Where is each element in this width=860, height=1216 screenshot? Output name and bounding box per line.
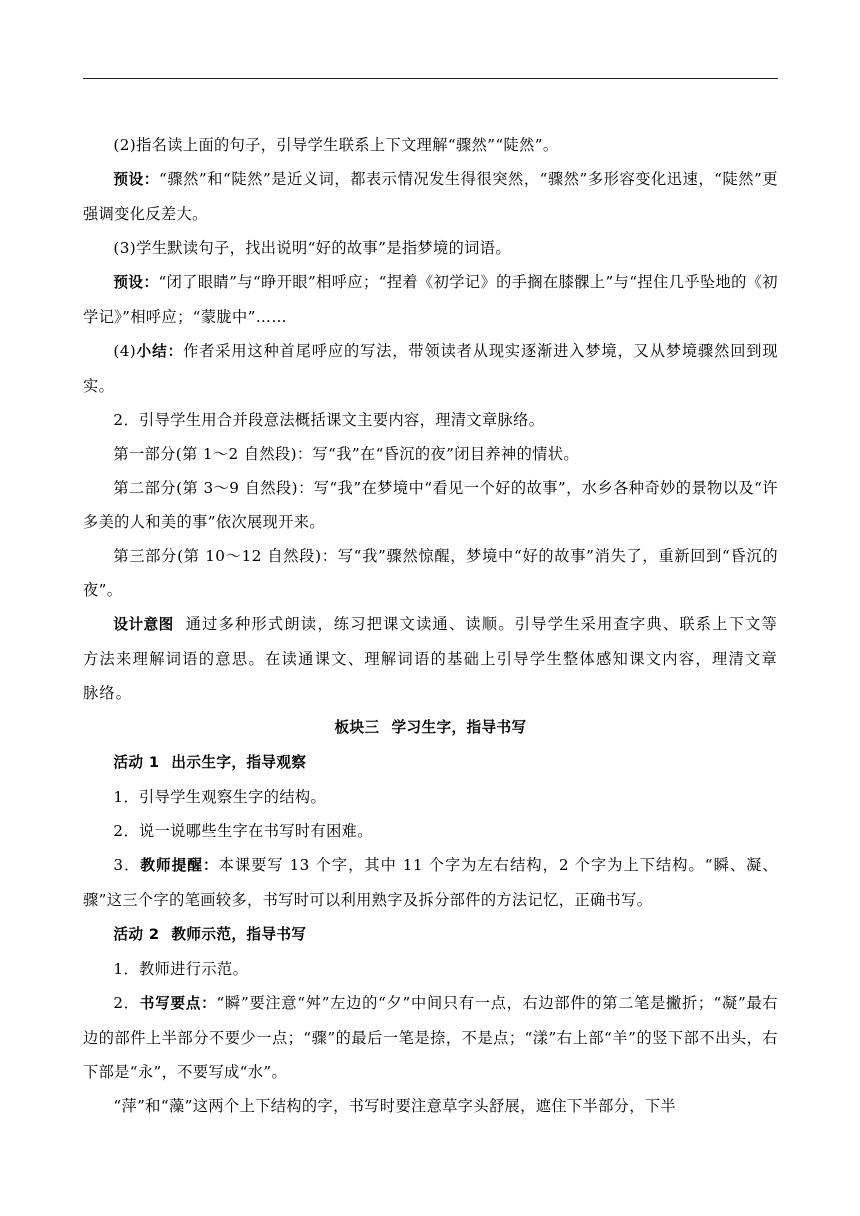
preset-label: 预设： [113,274,159,291]
paragraph-merge-method: 2．引导学生用合并段意法概括课文主要内容，理清文章脉络。 [113,411,545,429]
list-item: 1．教师进行示范。 [113,960,249,978]
paragraph-preset-1: 预设：“骤然”和“陡然”是近义词，都表示情况发生得很突然，“骤然”多形容变化迅速，“陡然”更强调变化反差大。 [83,170,778,223]
teacher-reminder: 3．教师提醒：本课要写 13 个字，其中 11 个字为左右结构，2 个字为上下结构。“瞬、凝、骤”这三个字的笔画较多，书写时可以利用熟字及拆分部件的方法记忆，正确书写。 [83,856,778,909]
reminder-label: 教师提醒： [140,857,219,874]
summary-label: 小结： [136,343,184,360]
paragraph-grass-radical: “萍”和“藻”这两个上下结构的字，书写时要注意草字头舒展，遮住下半部分，下半 [113,1097,677,1115]
list-item: 1．引导学生观察生字的结构。 [113,788,327,806]
activity-2-heading: 活动 2 教师示范，指导书写 [113,926,307,943]
design-intent: 设计意图 通过多种形式朗读，练习把课文读通、读顺。引导学生采用查字典、联系上下文等方法来理解词语的意思。在读通课文、理解词语的基础上引导学生整体感知课文内容，理清文章脉络。 [83,615,778,702]
preset-label: 预设： [113,171,159,188]
paragraph-part-three: 第三部分(第 10～12 自然段)：写“我”骤然惊醒，梦境中“好的故事”消失了，重新回到“昏沉的夜”。 [83,547,778,599]
document-body [83,128,778,1123]
section-heading: 板块三 学习生字，指导书写 [334,719,527,736]
header-rule [83,78,778,79]
list-item: 2．说一说哪些生字在书写时有困难。 [113,822,373,840]
paragraph-summary: (4)小结：作者采用这种首尾呼应的写法，带领读者从现实逐渐进入梦境，又从梦境骤然回到现实。 [83,342,778,395]
activity-1-heading: 活动 1 出示生字，指导观察 [113,754,307,771]
key-points-label: 书写要点： [139,995,217,1012]
writing-key-points: 2．书写要点：“瞬”要注意“舛”左边的“夕”中间只有一点，右边部件的第二笔是撇折；“凝”最右边的部件上半部分不要少一点；“骤”的最后一笔是捺，不是点；“漾”右上部“羊”的竖下部不出头，右下部是“永”，不要写成“水”。 [83,994,778,1081]
paragraph-part-one: 第一部分(第 1～2 自然段)：写“我”在“昏沉的夜”闭目养神的情状。 [113,445,579,463]
paragraph-find-dream-words: (3)学生默读句子，找出说明“好的故事”是指梦境的词语。 [113,239,511,257]
paragraph-preset-2: 预设：“闭了眼睛”与“睁开眼”相呼应；“捏着《初学记》的手搁在膝髁上”与“捏住几乎坠地的《初学记》”相呼应；“蒙胧中”…… [83,273,778,326]
paragraph-part-two: 第二部分(第 3～9 自然段)：写“我”在梦境中“看见一个好的故事”，水乡各种奇妙的景物以及“许多美的人和美的事”依次展现开来。 [83,479,778,531]
paragraph-understand-words: (2)指名读上面的句子，引导学生联系上下文理解“骤然”“陡然”。 [113,136,559,154]
design-intent-label: 设计意图 [113,616,174,633]
